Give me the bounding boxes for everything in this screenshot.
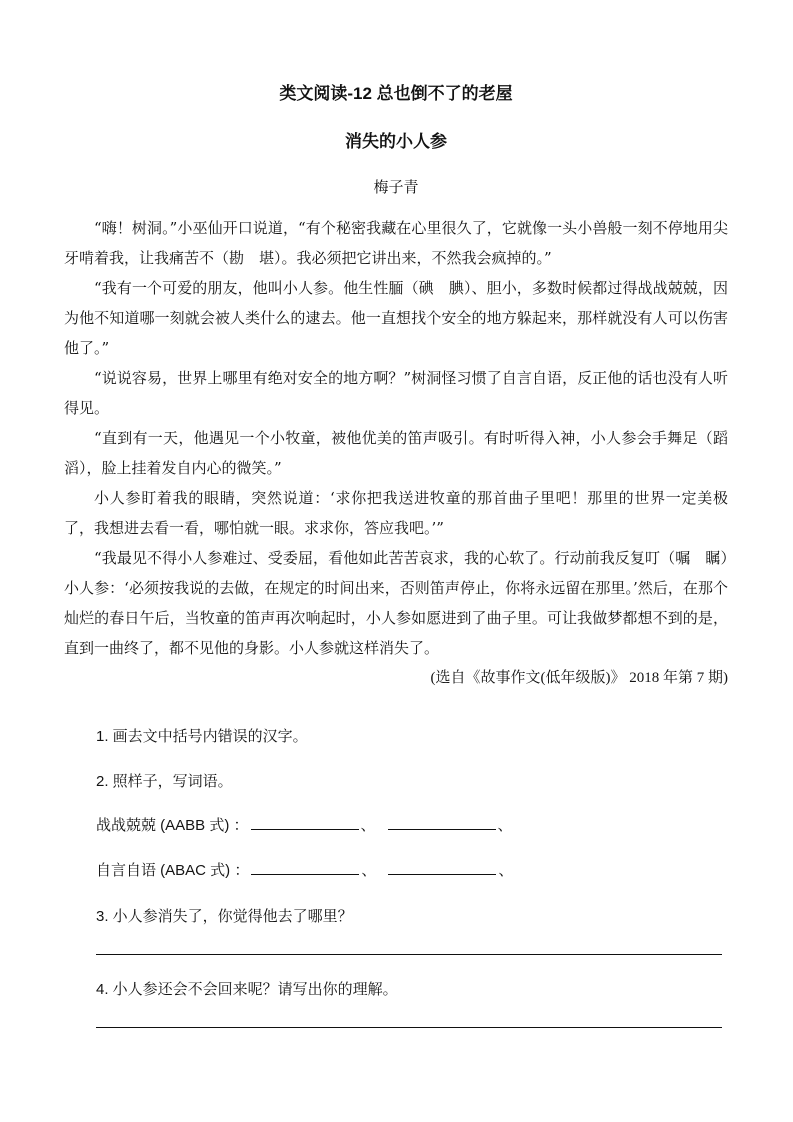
story-paragraph-5: 小人参盯着我的眼睛，突然说道：‘求你把我送进牧童的那首曲子里吧！那里的世界一定美极了，我想进去看一看，哪怕就一眼。求求你，答应我吧。’” [64, 489, 728, 537]
word-pattern-abac-label: 自言自语 (ABAC 式) ： [96, 862, 250, 879]
list-separator: 、 [497, 817, 513, 834]
answer-blank [251, 815, 359, 830]
story-paragraph-4: “直到有一天，他遇见一个小牧童，被他优美的笛声吸引。有时听得入神，小人参会手舞足（蹈 滔），脸上挂着发自内心的微笑。” [64, 429, 744, 477]
answer-line [96, 1027, 722, 1028]
story-paragraph-1: “嗨！树洞。”小巫仙开口说道，“有个秘密我藏在心里很久了，它就像一头小兽般一刻不停地用尖牙啃着我，让我痛苦不（勘 堪）。我必须把它讲出来，不然我会疯掉的。” [64, 219, 728, 267]
word-pattern-aabb-label: 战战兢兢 (AABB 式) ： [96, 817, 249, 834]
list-separator: 、 [498, 862, 514, 879]
answer-blank [388, 860, 496, 875]
question-2: 2. 照样子，写词语。 [96, 773, 233, 790]
list-separator: 、 [361, 862, 377, 879]
author-name: 梅子青 [373, 179, 419, 196]
questions-section [64, 727, 728, 1028]
answer-blank [388, 815, 496, 830]
story-paragraph-3: “说说容易，世界上哪里有绝对安全的地方啊？”树洞怪习惯了自言自语，反正他的话也没有人听得见。 [64, 369, 728, 417]
answer-blank [251, 860, 359, 875]
question-3: 3. 小人参消失了，你觉得他去了哪里？ [96, 908, 353, 925]
word-pattern-abac [96, 860, 728, 882]
question-4: 4. 小人参还会不会回来呢？请写出你的理解。 [96, 981, 398, 998]
story-paragraph-2: “我有一个可爱的朋友，他叫小人参。他生性腼（碘 腆）、胆小，多数时候都过得战战兢兢，因为他不知道哪一刻就会被人类什么的逮去。他一直想找个安全的地方躲起来，那样就没有人可以伤害他了。” [64, 279, 728, 357]
story-title: 消失的小人参 [345, 132, 447, 151]
story-body [64, 213, 744, 693]
story-paragraph-6: “我最见不得小人参难过、受委屈，看他如此苦苦哀求，我的心软了。行动前我反复叮（嘱 瞩）小人参：‘必须按我说的去做，在规定的时间出来，否则笛声停止，你将永远留在那里。’然后，在那个灿烂的春日午后，当牧童的笛声再次响起时，小人参如愿进到了曲子里。可让我做梦都想不到的是，直到一曲终了，都不见他的身影。小人参就这样消失了。 [64, 549, 728, 657]
word-pattern-aabb [96, 815, 728, 837]
source-attribution: (选自《故事作文(低年级版)》 2018 年第 7 期) [430, 670, 728, 686]
answer-line [96, 954, 722, 955]
list-separator: 、 [360, 817, 376, 834]
page-title: 类文阅读-12 总也倒不了的老屋 [279, 84, 513, 103]
question-1: 1. 画去文中括号内错误的汉字。 [96, 728, 308, 745]
